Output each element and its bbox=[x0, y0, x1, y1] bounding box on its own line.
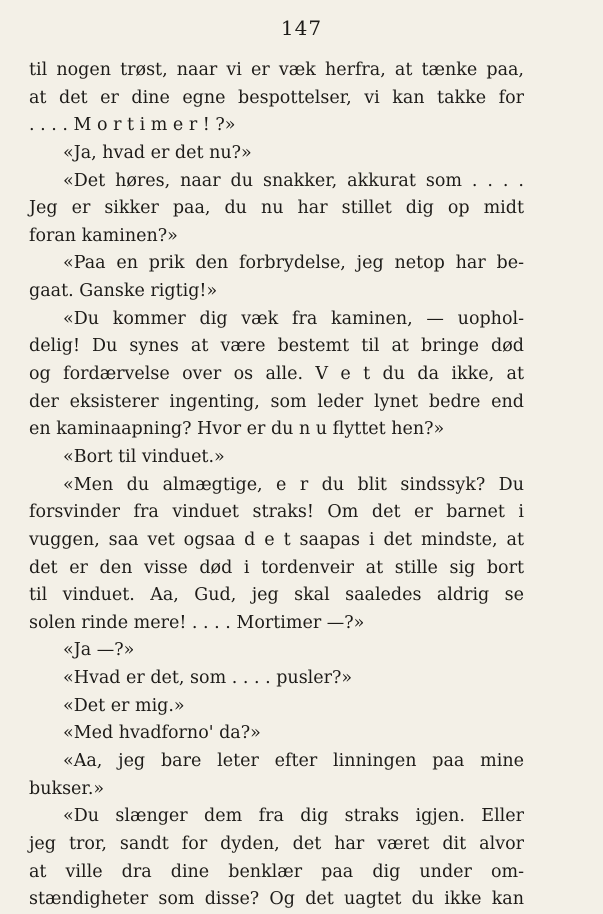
page-number: 147 bbox=[280, 16, 323, 40]
text-line: foran kaminen?» bbox=[29, 225, 178, 246]
text-line: . . . . M o r t i m e r ! ?» bbox=[29, 115, 236, 136]
text-line: Jeg er sikker paa, du nu har stillet dig op midt bbox=[29, 198, 524, 219]
text-line: forsvinder fra vinduet straks! Om det er barnet i bbox=[29, 502, 524, 523]
text-line: at ville dra dine benklær paa dig under om- bbox=[29, 861, 524, 882]
text-line: «Ja —?» bbox=[63, 640, 135, 661]
text-line: en kaminaapning? Hvor er du n u flyttet hen?» bbox=[29, 419, 445, 440]
text-line: «Ja, hvad er det nu?» bbox=[63, 142, 252, 163]
text-line: «Det høres, naar du snakker, akkurat som . . . . bbox=[63, 170, 524, 191]
text-line: og fordærvelse over os alle. V e t du da ikke, at bbox=[29, 364, 524, 385]
text-line: gaat. Ganske rigtig!» bbox=[29, 281, 218, 302]
text-line: «Hvad er det, som . . . . pusler?» bbox=[63, 668, 353, 689]
text-line: «Du kommer dig væk fra kaminen, — uophol- bbox=[63, 308, 524, 329]
text-line: «Paa en prik den forbrydelse, jeg netop har be- bbox=[63, 253, 524, 274]
text-line: til nogen trøst, naar vi er væk herfra, at tænke paa, bbox=[29, 60, 524, 80]
text-line: til vinduet. Aa, Gud, jeg skal saaledes aldrig se bbox=[29, 585, 524, 606]
text-line: det er den visse død i tordenveir at stille sig bort bbox=[29, 557, 524, 578]
text-line: «Bort til vinduet.» bbox=[63, 446, 225, 467]
text-line: delig! Du synes at være bestemt til at bringe død bbox=[29, 336, 524, 357]
text-line: «Aa, jeg bare leter efter linningen paa mine bbox=[63, 751, 524, 772]
text-line: «Med hvadforno' da?» bbox=[63, 723, 261, 744]
text-line: vuggen, saa vet ogsaa d e t saapas i det mindste, at bbox=[29, 529, 524, 550]
text-line: stændigheter som disse? Og det uagtet du ikke kan bbox=[29, 889, 524, 910]
text-line: solen rinde mere! . . . . Mortimer —?» bbox=[29, 612, 365, 633]
text-line: der eksisterer ingenting, som leder lynet bedre end bbox=[29, 391, 524, 412]
text-line: jeg tror, sandt for dyden, det har været dit alvor bbox=[29, 833, 524, 854]
text-line: «Du slænger dem fra dig straks igjen. Eller bbox=[63, 806, 524, 827]
text-line: «Det er mig.» bbox=[63, 695, 185, 716]
text-line: bukser.» bbox=[29, 778, 105, 799]
text-line: at det er dine egne bespottelser, vi kan takke for bbox=[29, 87, 524, 108]
text-line: «Men du almægtige, e r du blit sindssyk? Du bbox=[63, 474, 524, 495]
body-text bbox=[29, 57, 524, 914]
